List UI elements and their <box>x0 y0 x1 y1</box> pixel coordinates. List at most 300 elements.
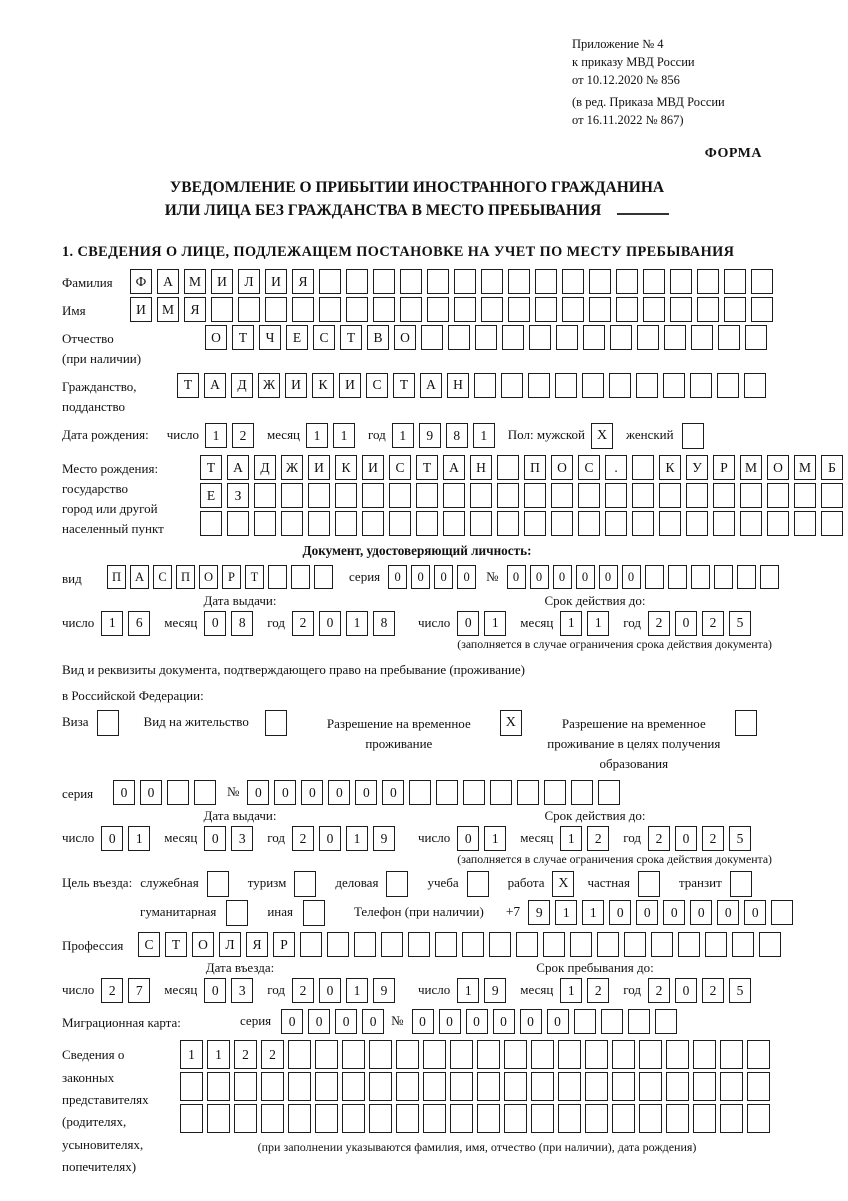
stay-until-year-cells[interactable] <box>648 978 756 1003</box>
permit-expiry-day-cells[interactable] <box>457 826 511 851</box>
purpose-work-checkbox[interactable] <box>552 871 579 897</box>
char-cell[interactable] <box>508 297 530 322</box>
char-cell[interactable]: 0 <box>622 565 641 589</box>
iddoc-number-cells[interactable] <box>507 565 783 589</box>
permit-issue-year-cells[interactable] <box>292 826 400 851</box>
char-cell[interactable]: 2 <box>702 611 724 636</box>
char-cell[interactable]: 5 <box>729 978 751 1003</box>
char-cell[interactable]: 0 <box>717 900 739 925</box>
char-cell[interactable]: Т <box>340 325 362 350</box>
char-cell[interactable]: Б <box>821 455 843 480</box>
char-cell[interactable] <box>502 325 524 350</box>
char-cell[interactable] <box>645 565 664 589</box>
char-cell[interactable]: 0 <box>466 1009 488 1034</box>
char-cell[interactable] <box>794 483 816 508</box>
char-cell[interactable]: И <box>285 373 307 398</box>
char-cell[interactable] <box>396 1072 419 1101</box>
char-cell[interactable]: А <box>157 269 179 294</box>
char-cell[interactable] <box>637 325 659 350</box>
char-cell[interactable]: Т <box>393 373 415 398</box>
char-cell[interactable] <box>558 1104 581 1133</box>
char-cell[interactable] <box>516 932 538 957</box>
surname-cells[interactable] <box>130 269 778 294</box>
char-cell[interactable] <box>292 297 314 322</box>
char-cell[interactable] <box>342 1072 365 1101</box>
char-cell[interactable]: И <box>211 269 233 294</box>
char-cell[interactable] <box>556 325 578 350</box>
char-cell[interactable] <box>628 1009 650 1034</box>
char-cell[interactable] <box>497 455 519 480</box>
char-cell[interactable] <box>423 1040 446 1069</box>
char-cell[interactable] <box>450 1040 473 1069</box>
char-cell[interactable] <box>664 325 686 350</box>
char-cell[interactable] <box>254 511 276 536</box>
char-cell[interactable] <box>682 423 704 449</box>
char-cell[interactable] <box>435 932 457 957</box>
char-cell[interactable]: 0 <box>328 780 350 805</box>
char-cell[interactable]: О <box>394 325 416 350</box>
char-cell[interactable] <box>200 511 222 536</box>
char-cell[interactable] <box>720 1104 743 1133</box>
char-cell[interactable] <box>386 871 408 897</box>
iddoc-expiry-year-cells[interactable] <box>648 611 756 636</box>
char-cell[interactable] <box>821 483 843 508</box>
char-cell[interactable]: С <box>313 325 335 350</box>
char-cell[interactable] <box>589 269 611 294</box>
char-cell[interactable]: 2 <box>587 978 609 1003</box>
char-cell[interactable]: С <box>389 455 411 480</box>
char-cell[interactable]: 1 <box>560 826 582 851</box>
char-cell[interactable]: 0 <box>744 900 766 925</box>
char-cell[interactable] <box>294 871 316 897</box>
char-cell[interactable]: 1 <box>207 1040 230 1069</box>
char-cell[interactable] <box>470 511 492 536</box>
purpose-humanitarian-checkbox[interactable] <box>226 900 253 926</box>
char-cell[interactable]: 1 <box>587 611 609 636</box>
char-cell[interactable]: Т <box>177 373 199 398</box>
char-cell[interactable] <box>524 511 546 536</box>
char-cell[interactable] <box>477 1040 500 1069</box>
permit-number-cells[interactable] <box>247 780 625 805</box>
char-cell[interactable]: 1 <box>346 978 368 1003</box>
representatives-row2-cells[interactable] <box>180 1072 774 1101</box>
char-cell[interactable] <box>373 297 395 322</box>
iddoc-expiry-day-cells[interactable] <box>457 611 511 636</box>
char-cell[interactable] <box>632 511 654 536</box>
char-cell[interactable] <box>585 1040 608 1069</box>
char-cell[interactable]: К <box>335 455 357 480</box>
char-cell[interactable]: 0 <box>301 780 323 805</box>
char-cell[interactable]: 0 <box>362 1009 384 1034</box>
char-cell[interactable]: 0 <box>675 826 697 851</box>
char-cell[interactable]: Я <box>292 269 314 294</box>
purpose-private-checkbox[interactable] <box>638 871 665 897</box>
char-cell[interactable] <box>663 373 685 398</box>
char-cell[interactable] <box>475 325 497 350</box>
char-cell[interactable] <box>745 325 767 350</box>
char-cell[interactable]: 0 <box>434 565 453 589</box>
char-cell[interactable]: 0 <box>457 565 476 589</box>
char-cell[interactable]: 0 <box>355 780 377 805</box>
char-cell[interactable]: С <box>138 932 160 957</box>
visa-checkbox[interactable] <box>97 710 124 736</box>
char-cell[interactable] <box>670 297 692 322</box>
char-cell[interactable]: Р <box>713 455 735 480</box>
char-cell[interactable] <box>180 1104 203 1133</box>
char-cell[interactable] <box>524 483 546 508</box>
char-cell[interactable] <box>598 780 620 805</box>
char-cell[interactable] <box>477 1072 500 1101</box>
char-cell[interactable] <box>571 780 593 805</box>
char-cell[interactable]: 6 <box>128 611 150 636</box>
char-cell[interactable] <box>693 1072 716 1101</box>
char-cell[interactable] <box>504 1104 527 1133</box>
stay-until-day-cells[interactable] <box>457 978 511 1003</box>
char-cell[interactable]: 0 <box>576 565 595 589</box>
char-cell[interactable]: 1 <box>484 611 506 636</box>
char-cell[interactable] <box>724 269 746 294</box>
char-cell[interactable] <box>655 1009 677 1034</box>
char-cell[interactable]: 7 <box>128 978 150 1003</box>
char-cell[interactable] <box>639 1040 662 1069</box>
char-cell[interactable]: А <box>227 455 249 480</box>
char-cell[interactable]: 0 <box>636 900 658 925</box>
char-cell[interactable] <box>562 297 584 322</box>
char-cell[interactable]: 5 <box>729 826 751 851</box>
char-cell[interactable] <box>771 900 793 925</box>
char-cell[interactable]: 2 <box>234 1040 257 1069</box>
char-cell[interactable] <box>327 932 349 957</box>
char-cell[interactable] <box>423 1104 446 1133</box>
char-cell[interactable] <box>490 780 512 805</box>
char-cell[interactable]: П <box>107 565 126 589</box>
char-cell[interactable]: Ж <box>281 455 303 480</box>
char-cell[interactable] <box>585 1072 608 1101</box>
char-cell[interactable] <box>578 511 600 536</box>
char-cell[interactable] <box>670 269 692 294</box>
char-cell[interactable] <box>686 511 708 536</box>
char-cell[interactable]: 3 <box>231 826 253 851</box>
char-cell[interactable] <box>610 325 632 350</box>
birthplace-row2-cells[interactable] <box>200 483 848 508</box>
char-cell[interactable] <box>821 511 843 536</box>
char-cell[interactable]: С <box>578 455 600 480</box>
char-cell[interactable] <box>605 511 627 536</box>
char-cell[interactable] <box>605 483 627 508</box>
char-cell[interactable] <box>421 325 443 350</box>
char-cell[interactable]: 0 <box>457 826 479 851</box>
char-cell[interactable] <box>691 325 713 350</box>
purpose-other-checkbox[interactable] <box>303 900 330 926</box>
char-cell[interactable] <box>747 1072 770 1101</box>
char-cell[interactable] <box>467 871 489 897</box>
birth-year-cells[interactable] <box>392 423 500 448</box>
iddoc-expiry-month-cells[interactable] <box>560 611 614 636</box>
char-cell[interactable] <box>543 932 565 957</box>
char-cell[interactable]: 0 <box>530 565 549 589</box>
char-cell[interactable]: Л <box>219 932 241 957</box>
char-cell[interactable]: 0 <box>439 1009 461 1034</box>
char-cell[interactable]: X <box>591 423 613 449</box>
char-cell[interactable]: Л <box>238 269 260 294</box>
char-cell[interactable] <box>551 511 573 536</box>
char-cell[interactable] <box>207 1104 230 1133</box>
char-cell[interactable] <box>416 511 438 536</box>
char-cell[interactable]: М <box>157 297 179 322</box>
char-cell[interactable]: 0 <box>690 900 712 925</box>
char-cell[interactable]: И <box>308 455 330 480</box>
char-cell[interactable] <box>528 373 550 398</box>
char-cell[interactable] <box>504 1040 527 1069</box>
char-cell[interactable] <box>180 1072 203 1101</box>
char-cell[interactable] <box>737 565 756 589</box>
char-cell[interactable]: А <box>420 373 442 398</box>
char-cell[interactable]: 2 <box>101 978 123 1003</box>
char-cell[interactable] <box>713 483 735 508</box>
char-cell[interactable]: 9 <box>419 423 441 448</box>
char-cell[interactable]: 0 <box>507 565 526 589</box>
iddoc-issue-year-cells[interactable] <box>292 611 400 636</box>
char-cell[interactable]: И <box>362 455 384 480</box>
char-cell[interactable]: В <box>367 325 389 350</box>
char-cell[interactable]: 2 <box>702 978 724 1003</box>
migration-number-cells[interactable] <box>412 1009 682 1034</box>
char-cell[interactable]: 0 <box>101 826 123 851</box>
char-cell[interactable]: С <box>153 565 172 589</box>
char-cell[interactable]: О <box>767 455 789 480</box>
char-cell[interactable] <box>639 1072 662 1101</box>
firstname-cells[interactable] <box>130 297 778 322</box>
char-cell[interactable] <box>319 297 341 322</box>
char-cell[interactable]: 1 <box>560 978 582 1003</box>
char-cell[interactable] <box>624 932 646 957</box>
char-cell[interactable] <box>234 1104 257 1133</box>
char-cell[interactable] <box>574 1009 596 1034</box>
char-cell[interactable] <box>389 511 411 536</box>
char-cell[interactable]: X <box>500 710 522 736</box>
char-cell[interactable] <box>489 932 511 957</box>
char-cell[interactable] <box>508 269 530 294</box>
iddoc-issue-day-cells[interactable] <box>101 611 155 636</box>
char-cell[interactable] <box>632 483 654 508</box>
char-cell[interactable]: 2 <box>648 826 670 851</box>
iddoc-series-cells[interactable] <box>388 565 480 589</box>
char-cell[interactable] <box>504 1072 527 1101</box>
char-cell[interactable]: 1 <box>205 423 227 448</box>
char-cell[interactable] <box>720 1072 743 1101</box>
char-cell[interactable]: 0 <box>388 565 407 589</box>
char-cell[interactable]: 0 <box>319 978 341 1003</box>
char-cell[interactable] <box>583 325 605 350</box>
char-cell[interactable] <box>369 1104 392 1133</box>
char-cell[interactable] <box>570 932 592 957</box>
char-cell[interactable] <box>732 932 754 957</box>
char-cell[interactable]: 9 <box>484 978 506 1003</box>
char-cell[interactable] <box>335 511 357 536</box>
char-cell[interactable]: 0 <box>675 611 697 636</box>
char-cell[interactable] <box>609 373 631 398</box>
char-cell[interactable]: Т <box>416 455 438 480</box>
char-cell[interactable] <box>544 780 566 805</box>
phone-cells[interactable] <box>528 900 798 925</box>
char-cell[interactable] <box>562 269 584 294</box>
birthplace-row3-cells[interactable] <box>200 511 848 536</box>
residence-permit-checkbox[interactable] <box>265 710 292 736</box>
representatives-row1-cells[interactable] <box>180 1040 774 1069</box>
char-cell[interactable] <box>529 325 551 350</box>
char-cell[interactable]: 9 <box>373 978 395 1003</box>
char-cell[interactable]: 0 <box>663 900 685 925</box>
char-cell[interactable]: П <box>524 455 546 480</box>
char-cell[interactable] <box>705 932 727 957</box>
char-cell[interactable]: О <box>192 932 214 957</box>
char-cell[interactable]: 1 <box>473 423 495 448</box>
char-cell[interactable] <box>346 297 368 322</box>
char-cell[interactable] <box>474 373 496 398</box>
char-cell[interactable]: 2 <box>587 826 609 851</box>
char-cell[interactable] <box>396 1040 419 1069</box>
char-cell[interactable] <box>767 483 789 508</box>
char-cell[interactable] <box>585 1104 608 1133</box>
char-cell[interactable]: 0 <box>675 978 697 1003</box>
char-cell[interactable] <box>373 269 395 294</box>
char-cell[interactable] <box>381 932 403 957</box>
char-cell[interactable]: Р <box>273 932 295 957</box>
char-cell[interactable] <box>714 565 733 589</box>
birth-month-cells[interactable] <box>306 423 360 448</box>
char-cell[interactable] <box>319 269 341 294</box>
char-cell[interactable] <box>281 483 303 508</box>
permit-expiry-year-cells[interactable] <box>648 826 756 851</box>
char-cell[interactable] <box>416 483 438 508</box>
char-cell[interactable] <box>207 871 229 897</box>
char-cell[interactable] <box>697 297 719 322</box>
char-cell[interactable] <box>400 269 422 294</box>
char-cell[interactable]: И <box>339 373 361 398</box>
char-cell[interactable]: 1 <box>333 423 355 448</box>
char-cell[interactable]: 1 <box>560 611 582 636</box>
char-cell[interactable] <box>207 1072 230 1101</box>
char-cell[interactable]: 8 <box>231 611 253 636</box>
char-cell[interactable]: И <box>265 269 287 294</box>
char-cell[interactable] <box>693 1040 716 1069</box>
char-cell[interactable] <box>747 1104 770 1133</box>
char-cell[interactable] <box>740 483 762 508</box>
char-cell[interactable]: Я <box>246 932 268 957</box>
char-cell[interactable]: 0 <box>113 780 135 805</box>
char-cell[interactable] <box>632 455 654 480</box>
permit-issue-day-cells[interactable] <box>101 826 155 851</box>
char-cell[interactable] <box>668 565 687 589</box>
char-cell[interactable] <box>643 297 665 322</box>
char-cell[interactable] <box>342 1040 365 1069</box>
char-cell[interactable]: 2 <box>648 978 670 1003</box>
char-cell[interactable] <box>724 297 746 322</box>
char-cell[interactable] <box>686 483 708 508</box>
char-cell[interactable] <box>751 269 773 294</box>
char-cell[interactable]: 1 <box>392 423 414 448</box>
purpose-study-checkbox[interactable] <box>467 871 494 897</box>
char-cell[interactable] <box>477 1104 500 1133</box>
char-cell[interactable] <box>227 511 249 536</box>
char-cell[interactable]: 0 <box>457 611 479 636</box>
char-cell[interactable] <box>666 1072 689 1101</box>
char-cell[interactable] <box>281 511 303 536</box>
char-cell[interactable] <box>167 780 189 805</box>
char-cell[interactable] <box>751 297 773 322</box>
char-cell[interactable]: И <box>130 297 152 322</box>
char-cell[interactable] <box>315 1104 338 1133</box>
char-cell[interactable] <box>558 1040 581 1069</box>
birthplace-row1-cells[interactable] <box>200 455 848 480</box>
char-cell[interactable] <box>481 269 503 294</box>
char-cell[interactable] <box>261 1104 284 1133</box>
char-cell[interactable] <box>303 900 325 926</box>
char-cell[interactable]: 1 <box>180 1040 203 1069</box>
char-cell[interactable] <box>760 565 779 589</box>
char-cell[interactable]: 0 <box>411 565 430 589</box>
char-cell[interactable] <box>369 1040 392 1069</box>
char-cell[interactable]: 1 <box>128 826 150 851</box>
char-cell[interactable]: 1 <box>101 611 123 636</box>
iddoc-type-cells[interactable] <box>107 565 337 589</box>
char-cell[interactable] <box>517 780 539 805</box>
char-cell[interactable]: Ч <box>259 325 281 350</box>
char-cell[interactable] <box>409 780 431 805</box>
char-cell[interactable] <box>612 1072 635 1101</box>
char-cell[interactable] <box>616 297 638 322</box>
char-cell[interactable] <box>288 1104 311 1133</box>
char-cell[interactable] <box>481 297 503 322</box>
char-cell[interactable]: 8 <box>373 611 395 636</box>
entry-year-cells[interactable] <box>292 978 400 1003</box>
char-cell[interactable] <box>470 483 492 508</box>
patronymic-cells[interactable] <box>205 325 772 350</box>
char-cell[interactable]: М <box>740 455 762 480</box>
char-cell[interactable] <box>759 932 781 957</box>
char-cell[interactable]: П <box>176 565 195 589</box>
char-cell[interactable]: 0 <box>599 565 618 589</box>
char-cell[interactable]: Д <box>254 455 276 480</box>
char-cell[interactable] <box>315 1040 338 1069</box>
char-cell[interactable]: 3 <box>231 978 253 1003</box>
sex-female-checkbox[interactable] <box>682 423 709 449</box>
char-cell[interactable] <box>636 373 658 398</box>
char-cell[interactable]: 0 <box>553 565 572 589</box>
char-cell[interactable] <box>454 297 476 322</box>
char-cell[interactable] <box>396 1104 419 1133</box>
char-cell[interactable] <box>450 1072 473 1101</box>
char-cell[interactable] <box>612 1040 635 1069</box>
char-cell[interactable]: А <box>204 373 226 398</box>
stay-until-month-cells[interactable] <box>560 978 614 1003</box>
char-cell[interactable]: Т <box>165 932 187 957</box>
char-cell[interactable]: 5 <box>729 611 751 636</box>
char-cell[interactable] <box>678 932 700 957</box>
char-cell[interactable]: 1 <box>457 978 479 1003</box>
char-cell[interactable] <box>497 511 519 536</box>
char-cell[interactable]: 1 <box>582 900 604 925</box>
char-cell[interactable] <box>639 1104 662 1133</box>
char-cell[interactable]: У <box>686 455 708 480</box>
char-cell[interactable]: 2 <box>292 978 314 1003</box>
char-cell[interactable] <box>740 511 762 536</box>
char-cell[interactable] <box>691 565 710 589</box>
char-cell[interactable]: 0 <box>609 900 631 925</box>
char-cell[interactable] <box>234 1072 257 1101</box>
char-cell[interactable]: К <box>659 455 681 480</box>
temp-residence-edu-checkbox[interactable] <box>735 710 762 736</box>
